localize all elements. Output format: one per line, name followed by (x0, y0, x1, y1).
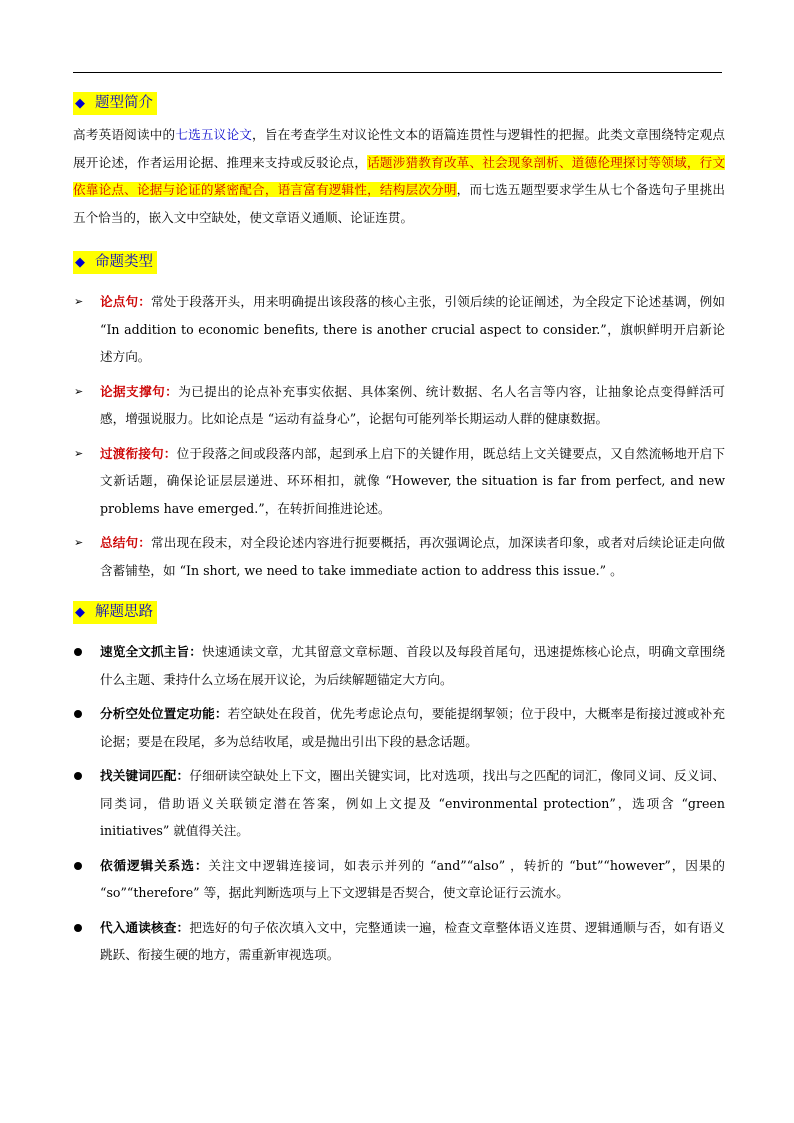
list-item: ➢ 论点句：常处于段落开头，用来明确提出该段落的核心主张，引领后续的论证阐述，为全段定下论述基调，例如 “In addition to economic benefits, there is another crucial aspect to consider.”，旗帜鲜明开启新论述方向。 (73, 288, 725, 371)
list-item: 分析空处位置定功能：若空缺处在段首，优先考虑论点句，要能提纲挈领；位于段中，大概率是衔接过渡或补充论据；要是在段尾，多为总结收尾，或是抛出引出下段的悬念话题。 (73, 700, 725, 755)
strategy-list (73, 638, 725, 969)
list-item: 依循逻辑关系选：关注文中逻辑连接词，如表示并列的 “and”“also” ，转折的 “but”“however”，因果的 “so”“therefore” 等，据此判断选项与上下文逻辑是否契合，使文章论证行云流水。 (73, 852, 725, 907)
key-highlight: 话题涉猎教育改革、社会现象剖析、道德伦理探讨等领域，行文依靠论点、论据与论证的紧密配合，语言富有逻辑性，结构层次分明 (73, 154, 726, 197)
section-title-types: ◆ 命题类型 (73, 251, 157, 274)
term-highlight: 七选五议论文 (175, 127, 253, 142)
bullet-icon (74, 648, 82, 656)
section-title-strategy: ◆ 解题思路 (73, 601, 157, 624)
list-item: ➢ 论据支撑句：为已提出的论点补充事实依据、具体案例、统计数据、名人名言等内容，让抽象论点变得鲜活可感，增强说服力。比如论点是 “运动有益身心”，论据句可能列举长期运动人群的健康数据。 (73, 378, 725, 433)
document-body (73, 92, 725, 976)
diamond-icon: ◆ (75, 255, 85, 270)
list-item: 代入通读核查：把选好的句子依次填入文中，完整通读一遍，检查文章整体语义连贯、逻辑通顺与否，如有语义跳跃、衔接生硬的地方，需重新审视选项。 (73, 914, 725, 969)
arrow-icon: ➢ (74, 446, 84, 460)
intro-paragraph: 高考英语阅读中的七选五议论文，旨在考查学生对议论性文本的语篇连贯性与逻辑性的把握。此类文章围绕特定观点展开论述，作者运用论据、推理来支持或反驳论点，话题涉猎教育改革、社会现象剖析、道德伦理探讨等领域，行文依靠论点、论据与论证的紧密配合，语言富有逻辑性，结构层次分明，而七选五题型要求学生从七个备选句子里挑出五个恰当的，嵌入文中空缺处，使文章语义通顺、论证连贯。 (73, 127, 726, 225)
list-item: 速览全文抓主旨：快速通读文章，尤其留意文章标题、首段以及每段首尾句，迅速提炼核心论点，明确文章围绕什么主题、秉持什么立场在展开议论，为后续解题锚定大方向。 (73, 638, 725, 693)
arrow-icon: ➢ (74, 295, 84, 308)
bullet-icon (74, 862, 82, 870)
list-item: 找关键词匹配：仔细研读空缺处上下文，圈出关键实词，比对选项，找出与之匹配的词汇，像同义词、反义词、同类词，借助语义关联锁定潜在答案，例如上文提及 “environmental protection”，选项含 “green initiatives” 就值得关注。 (73, 762, 725, 845)
list-item: ➢ 总结句：常出现在段末，对全段论述内容进行扼要概括，再次强调论点，加深读者印象，或者对后续论证走向做含蓄铺垫，如 “In short, we need to take immediate action to address this issue.” 。 (73, 529, 725, 584)
diamond-icon: ◆ (75, 96, 85, 111)
types-list (73, 288, 725, 584)
list-item: ➢ 过渡衔接句：位于段落之间或段落内部，起到承上启下的关键作用，既总结上文关键要点，又自然流畅地开启下文新话题，确保论证层层递进、环环相扣，就像 “However, the situation is far from perfect, and new problems have emerged.”，在转折间推进论述。 (73, 440, 725, 523)
arrow-icon: ➢ (74, 536, 84, 549)
arrow-icon: ➢ (74, 384, 84, 398)
bullet-icon (74, 710, 82, 718)
diamond-icon: ◆ (75, 605, 85, 620)
section-title-intro: ◆ 题型简介 (73, 92, 157, 115)
bullet-icon (74, 772, 82, 780)
header-rule (73, 72, 722, 73)
bullet-icon (74, 924, 82, 932)
